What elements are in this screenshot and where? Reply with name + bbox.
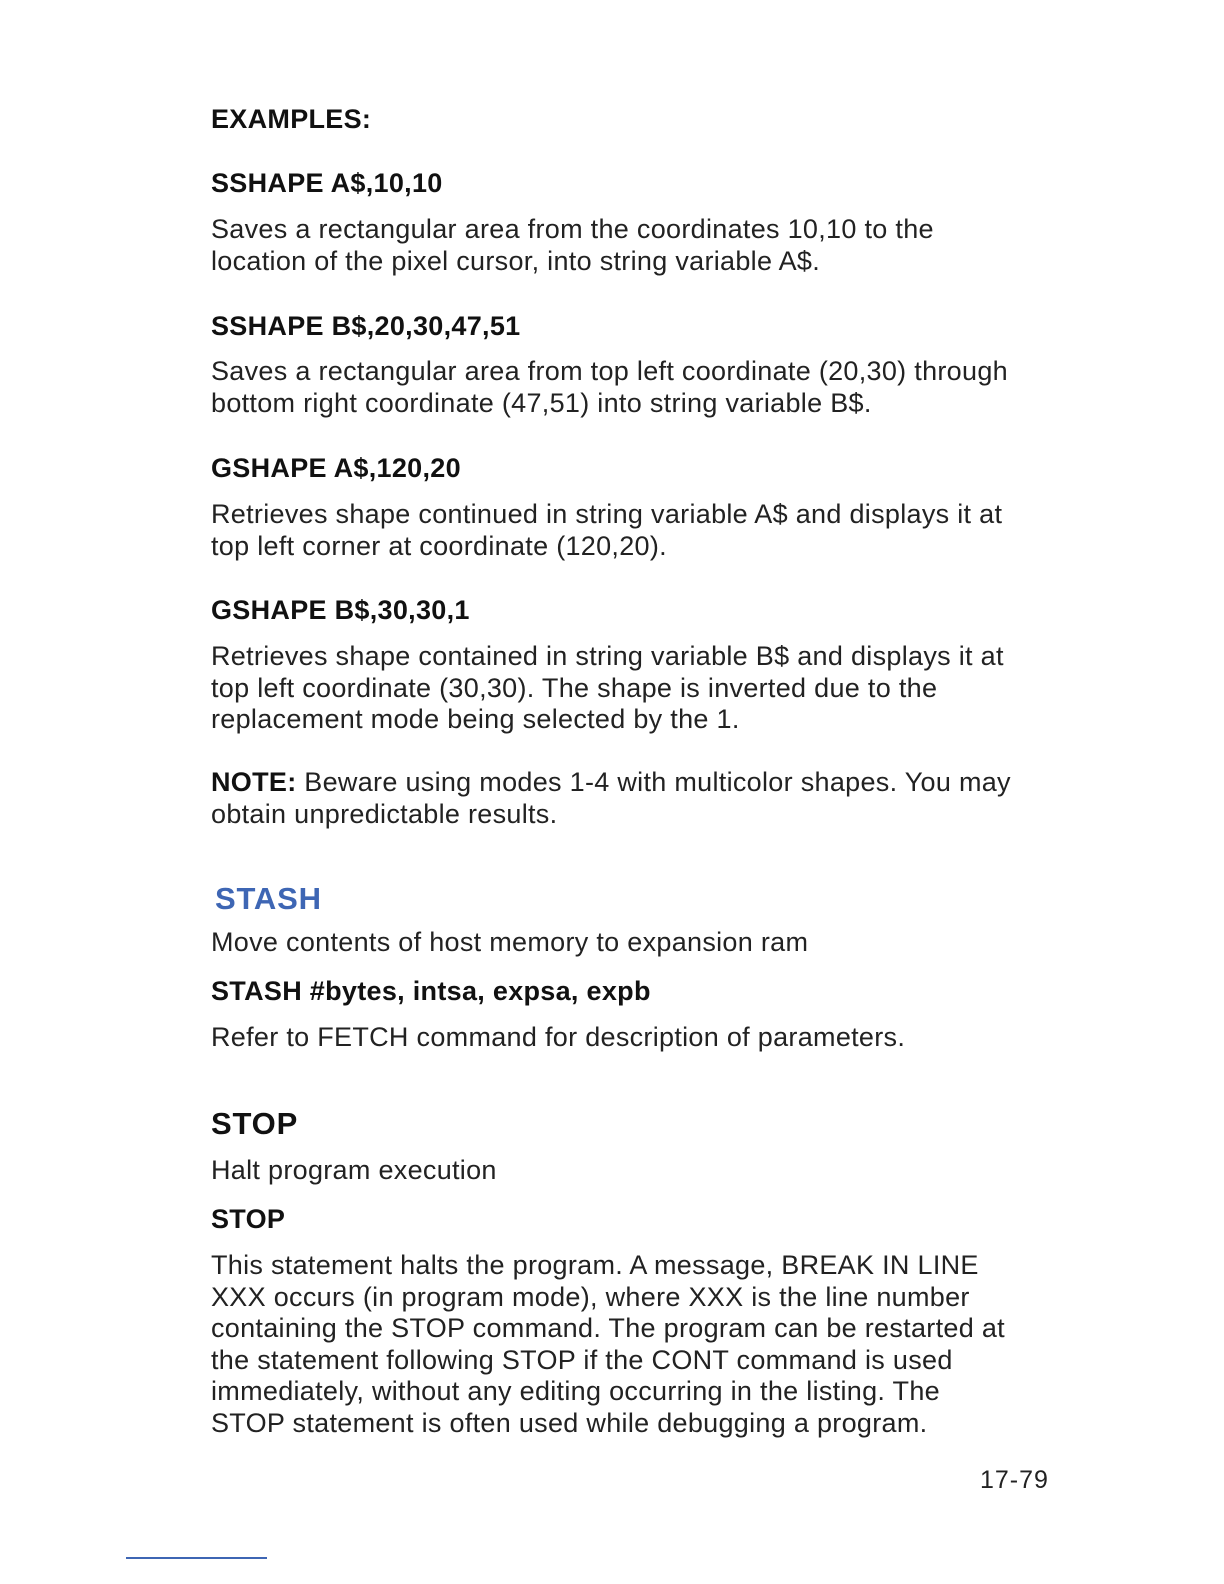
stash-summary: Move contents of host memory to expansion ram: [211, 927, 809, 957]
example-description: Saves a rectangular area from the coordinates 10,10 to the location of the pixel cursor, into string variable A$.: [211, 214, 934, 276]
stash-syntax: STASH #bytes, intsa, expsa, expb: [211, 976, 651, 1006]
stash-section-title: STASH: [215, 881, 322, 916]
example-command: GSHAPE B$,30,30,1: [211, 595, 470, 625]
footer-divider: [126, 1557, 267, 1559]
stop-syntax: STOP: [211, 1204, 286, 1234]
example-description: Retrieves shape continued in string variable A$ and displays it at top left corner at coordinate (120,20).: [211, 499, 1003, 561]
stop-section-title: STOP: [211, 1106, 299, 1141]
stash-description: Refer to FETCH command for description of parameters.: [211, 1022, 906, 1052]
example-description: Retrieves shape contained in string variable B$ and displays it at top left coordinate (30,30). The shape is inverted due to the replacement mode being selected by the 1.: [211, 641, 1004, 734]
example-description: Saves a rectangular area from top left coordinate (20,30) through bottom right coordinate (47,51) into string variable B$.: [211, 356, 1008, 418]
page-number: 17-79: [980, 1466, 1049, 1494]
examples-heading: EXAMPLES:: [211, 104, 372, 134]
stop-description: This statement halts the program. A message, BREAK IN LINE XXX occurs (in program mode), where XXX is the line number containing the STOP command. The program can be restarted at the statement following STOP if the CONT command is used immediately, without any editing occurring in the listing. The STOP statement is often used while debugging a program.: [211, 1250, 1005, 1438]
note-paragraph: [211, 767, 1111, 830]
note-text: Beware using modes 1-4 with multicolor shapes. You may obtain unpredictable results.: [211, 767, 1011, 829]
example-command: SSHAPE A$,10,10: [211, 168, 443, 198]
stop-summary: Halt program execution: [211, 1155, 497, 1185]
example-command: GSHAPE A$,120,20: [211, 453, 461, 483]
note-label: NOTE:: [211, 767, 297, 797]
example-command: SSHAPE B$,20,30,47,51: [211, 311, 521, 341]
